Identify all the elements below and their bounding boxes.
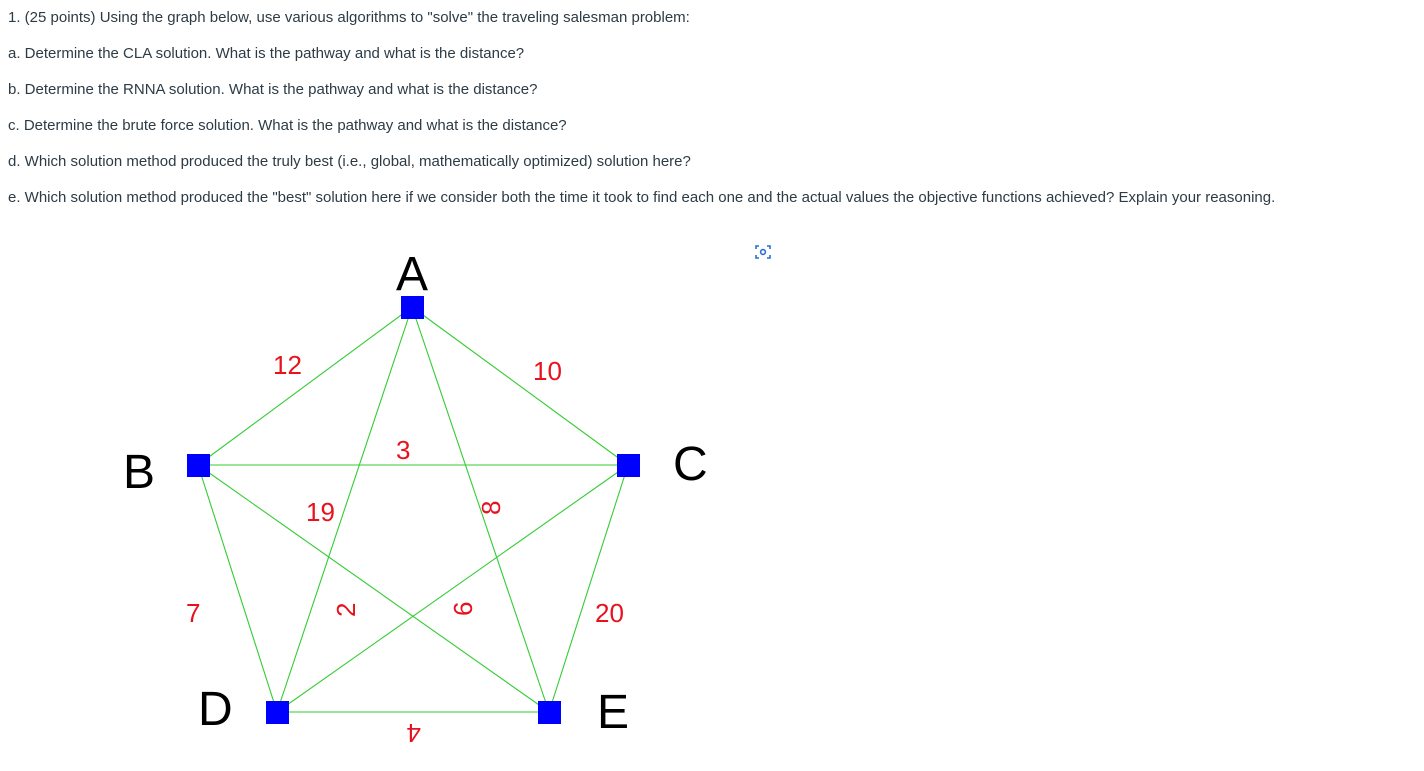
question-part-c: c. Determine the brute force solution. What is the pathway and what is the distance? (8, 117, 567, 134)
vertex-label-d: D (198, 683, 233, 736)
edge-ce (549, 465, 628, 712)
question-text (8, 8, 1408, 224)
edge-weight-ab: 12 (273, 350, 302, 380)
question-part-b: b. Determine the RNNA solution. What is the pathway and what is the distance? (8, 81, 538, 98)
vertex-d (266, 701, 289, 724)
vertex-c (617, 454, 640, 477)
vertex-label-b: B (123, 446, 156, 499)
edge-bd (198, 465, 277, 712)
vertex-label-e: E (597, 686, 630, 739)
edge-weight-ae: 8 (476, 500, 506, 515)
vertex-label-a: A (396, 248, 429, 301)
question-part-e: e. Which solution method produced the "best" solution here if we consider both the time it took to find each one and the actual values the objective functions achieved? Explain your reasoning. (8, 189, 1276, 206)
tsp-graph-svg (0, 230, 800, 771)
edge-weight-bc: 3 (396, 435, 411, 465)
graph-edges (198, 307, 628, 712)
edge-weight-ac: 10 (533, 356, 562, 386)
tsp-graph (0, 230, 800, 771)
edge-weight-de: 4 (406, 718, 421, 748)
edge-weight-bd: 7 (186, 598, 201, 628)
edge-ac (412, 307, 628, 465)
vertex-e (538, 701, 561, 724)
question-part-a: a. Determine the CLA solution. What is the pathway and what is the distance? (8, 45, 525, 62)
vertex-b (187, 454, 210, 477)
vertex-label-c: C (673, 438, 708, 491)
edge-weight-be: 6 (448, 601, 478, 616)
question-part-d: d. Which solution method produced the truly best (i.e., global, mathematically optimized) solution here? (8, 153, 691, 170)
question-intro: 1. (25 points) Using the graph below, use various algorithms to "solve" the traveling salesman problem: (8, 9, 690, 26)
edge-weight-ad: 2 (331, 602, 361, 617)
edge-weight-cd: 19 (306, 497, 335, 527)
graph-vertices (187, 296, 640, 724)
edge-weight-ce: 20 (595, 598, 624, 628)
edge-ab (198, 307, 412, 465)
